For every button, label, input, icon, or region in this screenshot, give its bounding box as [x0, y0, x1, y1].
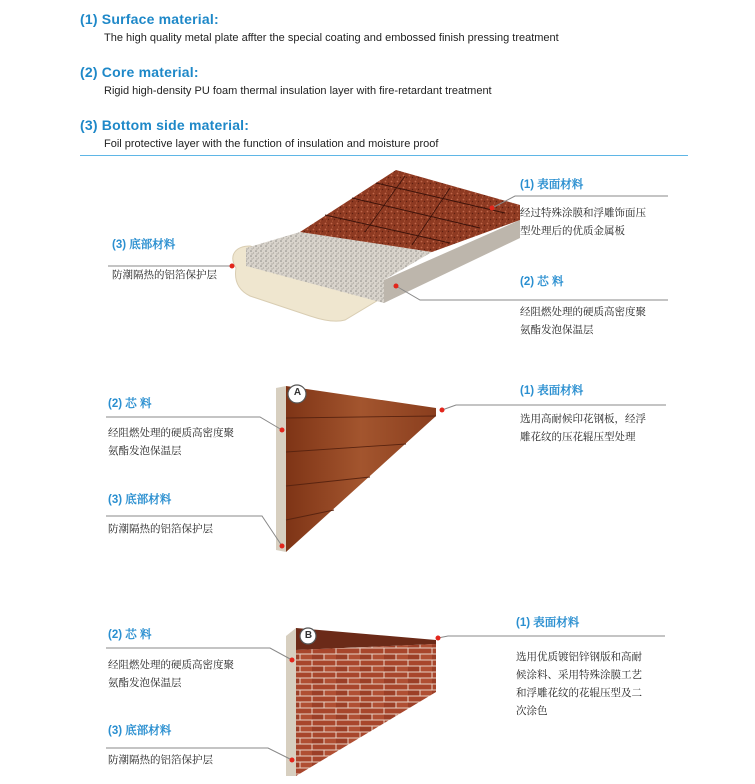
d3-bottom-text: 防潮隔热的铝箔保护层 — [108, 754, 213, 766]
d1-core-text: 经阻燃处理的硬质高密度聚 氨酯发泡保温层 — [520, 306, 646, 336]
d1-bottom-text: 防潮隔热的铝箔保护层 — [112, 269, 217, 281]
d3-surface-title: (1) 表面材料 — [516, 617, 580, 629]
d1-surface-text: 经过特殊涂膜和浮雕饰面压 型处理后的优质金属板 — [520, 207, 646, 237]
bottom-material-heading: (3) Bottom side material: — [80, 117, 250, 133]
surface-material-heading: (1) Surface material: — [80, 11, 219, 27]
d3-bottom-title: (3) 底部材料 — [108, 725, 172, 737]
panel-b-badge: B — [304, 630, 313, 641]
d2-core-title: (2) 芯 料 — [108, 398, 152, 410]
bottom-material-text: Foil protective layer with the function of insulation and moisture proof — [104, 138, 439, 150]
slab-illustration — [233, 170, 520, 321]
d1-surface-title: (1) 表面材料 — [520, 179, 584, 191]
d1-core-title: (2) 芯 料 — [520, 276, 564, 288]
d2-bottom-text: 防潮隔热的铝箔保护层 — [108, 523, 213, 535]
d3-surface-text: 选用优质镀铝锌钢版和高耐 候涂料、采用特殊涂膜工艺 和浮雕花纹的花辊压型及二 次涂色 — [516, 651, 642, 717]
wood-panel-illustration — [276, 385, 436, 552]
panel-a-badge: A — [293, 387, 302, 398]
d3-core-text: 经阻燃处理的硬质高密度聚 氨酯发泡保温层 — [108, 659, 234, 689]
core-material-text: Rigid high-density PU foam thermal insulation layer with fire-retardant treatment — [104, 85, 492, 97]
d1-bottom-title: (3) 底部材料 — [112, 239, 176, 251]
surface-material-text: The high quality metal plate affter the special coating and embossed finish pressing treatment — [104, 32, 559, 44]
d2-core-text: 经阻燃处理的硬质高密度聚 氨酯发泡保温层 — [108, 427, 234, 457]
d2-surface-text: 选用高耐候印花钢板，经浮 雕花纹的压花辊压型处理 — [520, 413, 646, 443]
core-material-heading: (2) Core material: — [80, 64, 199, 80]
brick-panel-illustration — [286, 628, 436, 776]
d3-core-title: (2) 芯 料 — [108, 629, 152, 641]
d2-bottom-title: (3) 底部材料 — [108, 494, 172, 506]
d2-surface-title: (1) 表面材料 — [520, 385, 584, 397]
